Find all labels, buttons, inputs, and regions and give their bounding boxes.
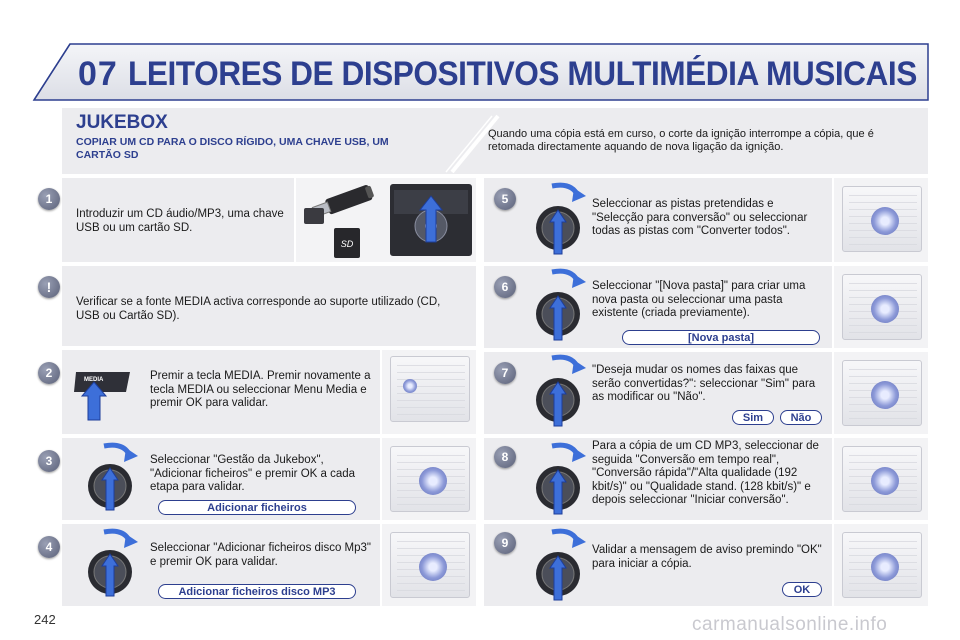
rotary-knob-icon: [82, 440, 142, 512]
media-key-icon: [72, 366, 132, 422]
step-badge-1: 1: [38, 188, 60, 210]
page-number: 242: [34, 612, 56, 627]
step-badge-8: 8: [494, 446, 516, 468]
unit-thumbnail-5: [842, 186, 922, 252]
step-badge-3: 3: [38, 450, 60, 472]
step-6-text: Seleccionar "[Nova pasta]" para criar uma nova pasta ou seleccionar uma pasta existente (criada previamente).: [592, 280, 806, 319]
step-8-text: Para a cópia de um CD MP3, seleccionar de seguida "Conversão em tempo real", "Conversão rápida"/"Alta qualidade (192 kbit/s)" ou "Qualidade stand. (128 kbit/s)" e depois seleccionar "Iniciar conversão".: [592, 440, 819, 506]
rotary-knob-icon: [530, 526, 590, 602]
unit-thumbnail-2: [390, 356, 470, 422]
step-badge-2: 2: [38, 362, 60, 384]
warning-badge: !: [38, 276, 60, 298]
nova-pasta-option[interactable]: [Nova pasta]: [622, 330, 820, 345]
step-2-text: Premir a tecla MEDIA. Premir novamente a tecla MEDIA ou seleccionar Menu Media e premir OK para validar.: [150, 370, 371, 409]
svg-text:SD: SD: [340, 239, 354, 249]
unit-thumbnail-9: [842, 532, 922, 598]
step-badge-5: 5: [494, 188, 516, 210]
adicionar-ficheiros-disco-mp3-option[interactable]: Adicionar ficheiros disco MP3: [158, 584, 356, 599]
intro-note: Quando uma cópia está em curso, o corte da ignição interrompe a cópia, que é retomada directamente aquando de nova ligação da ignição.: [488, 128, 874, 153]
step-badge-9: 9: [494, 532, 516, 554]
rotary-knob-icon: [530, 440, 590, 516]
unit-thumbnail-7: [842, 360, 922, 426]
warning-text: Verificar se a fonte MEDIA activa corresponde ao suporte utilizado (CD, USB ou Cartão SD).: [76, 296, 441, 322]
rotary-knob-icon: [530, 266, 590, 342]
unit-thumbnail-4: [390, 532, 470, 598]
cd-unit-icon: [390, 182, 472, 258]
unit-thumbnail-3: [390, 446, 470, 512]
step-4-text: Seleccionar "Adicionar ficheiros disco Mp3" e premir OK para validar.: [150, 542, 372, 568]
unit-thumbnail-8: [842, 446, 922, 512]
ok-button[interactable]: OK: [782, 582, 822, 597]
chapter-number: 07: [78, 55, 118, 93]
step-9-text: Validar a mensagem de aviso premindo "OK" para iniciar a cópia.: [592, 544, 822, 570]
step-badge-6: 6: [494, 276, 516, 298]
step-3-text: Seleccionar "Gestão da Jukebox", "Adicionar ficheiros" e premir OK a cada etapa para validar.: [150, 454, 356, 493]
section-subtitle: COPIAR UM CD PARA O DISCO RÍGIDO, UMA CHAVE USB, UM CARTÃO SD: [76, 136, 389, 161]
section-heading: JUKEBOX: [76, 112, 168, 133]
step-badge-4: 4: [38, 536, 60, 558]
media-key-label: MEDIA: [84, 377, 104, 383]
step-badge-7: 7: [494, 362, 516, 384]
nao-button[interactable]: Não: [780, 410, 822, 425]
unit-thumbnail-6: [842, 274, 922, 340]
adicionar-ficheiros-option[interactable]: Adicionar ficheiros: [158, 500, 356, 515]
step-5-text: Seleccionar as pistas pretendidas e "Selecção para conversão" ou seleccionar todas as pistas com "Converter todos".: [592, 198, 808, 237]
rotary-knob-icon: [530, 180, 590, 256]
usb-sd-icon: [298, 182, 388, 260]
sim-button[interactable]: Sim: [732, 410, 774, 425]
step-1-text: Introduzir um CD áudio/MP3, uma chave USB ou um cartão SD.: [76, 208, 284, 234]
step-7-text: "Deseja mudar os nomes das faixas que serão convertidas?": seleccionar "Sim" para as modificar ou "Não".: [592, 364, 816, 403]
rotary-knob-icon: [530, 352, 590, 428]
rotary-knob-icon: [82, 526, 142, 598]
watermark: carmanualsonline.info: [692, 614, 888, 635]
page-title: LEITORES DE DISPOSITIVOS MULTIMÉDIA MUSICAIS: [128, 55, 917, 93]
